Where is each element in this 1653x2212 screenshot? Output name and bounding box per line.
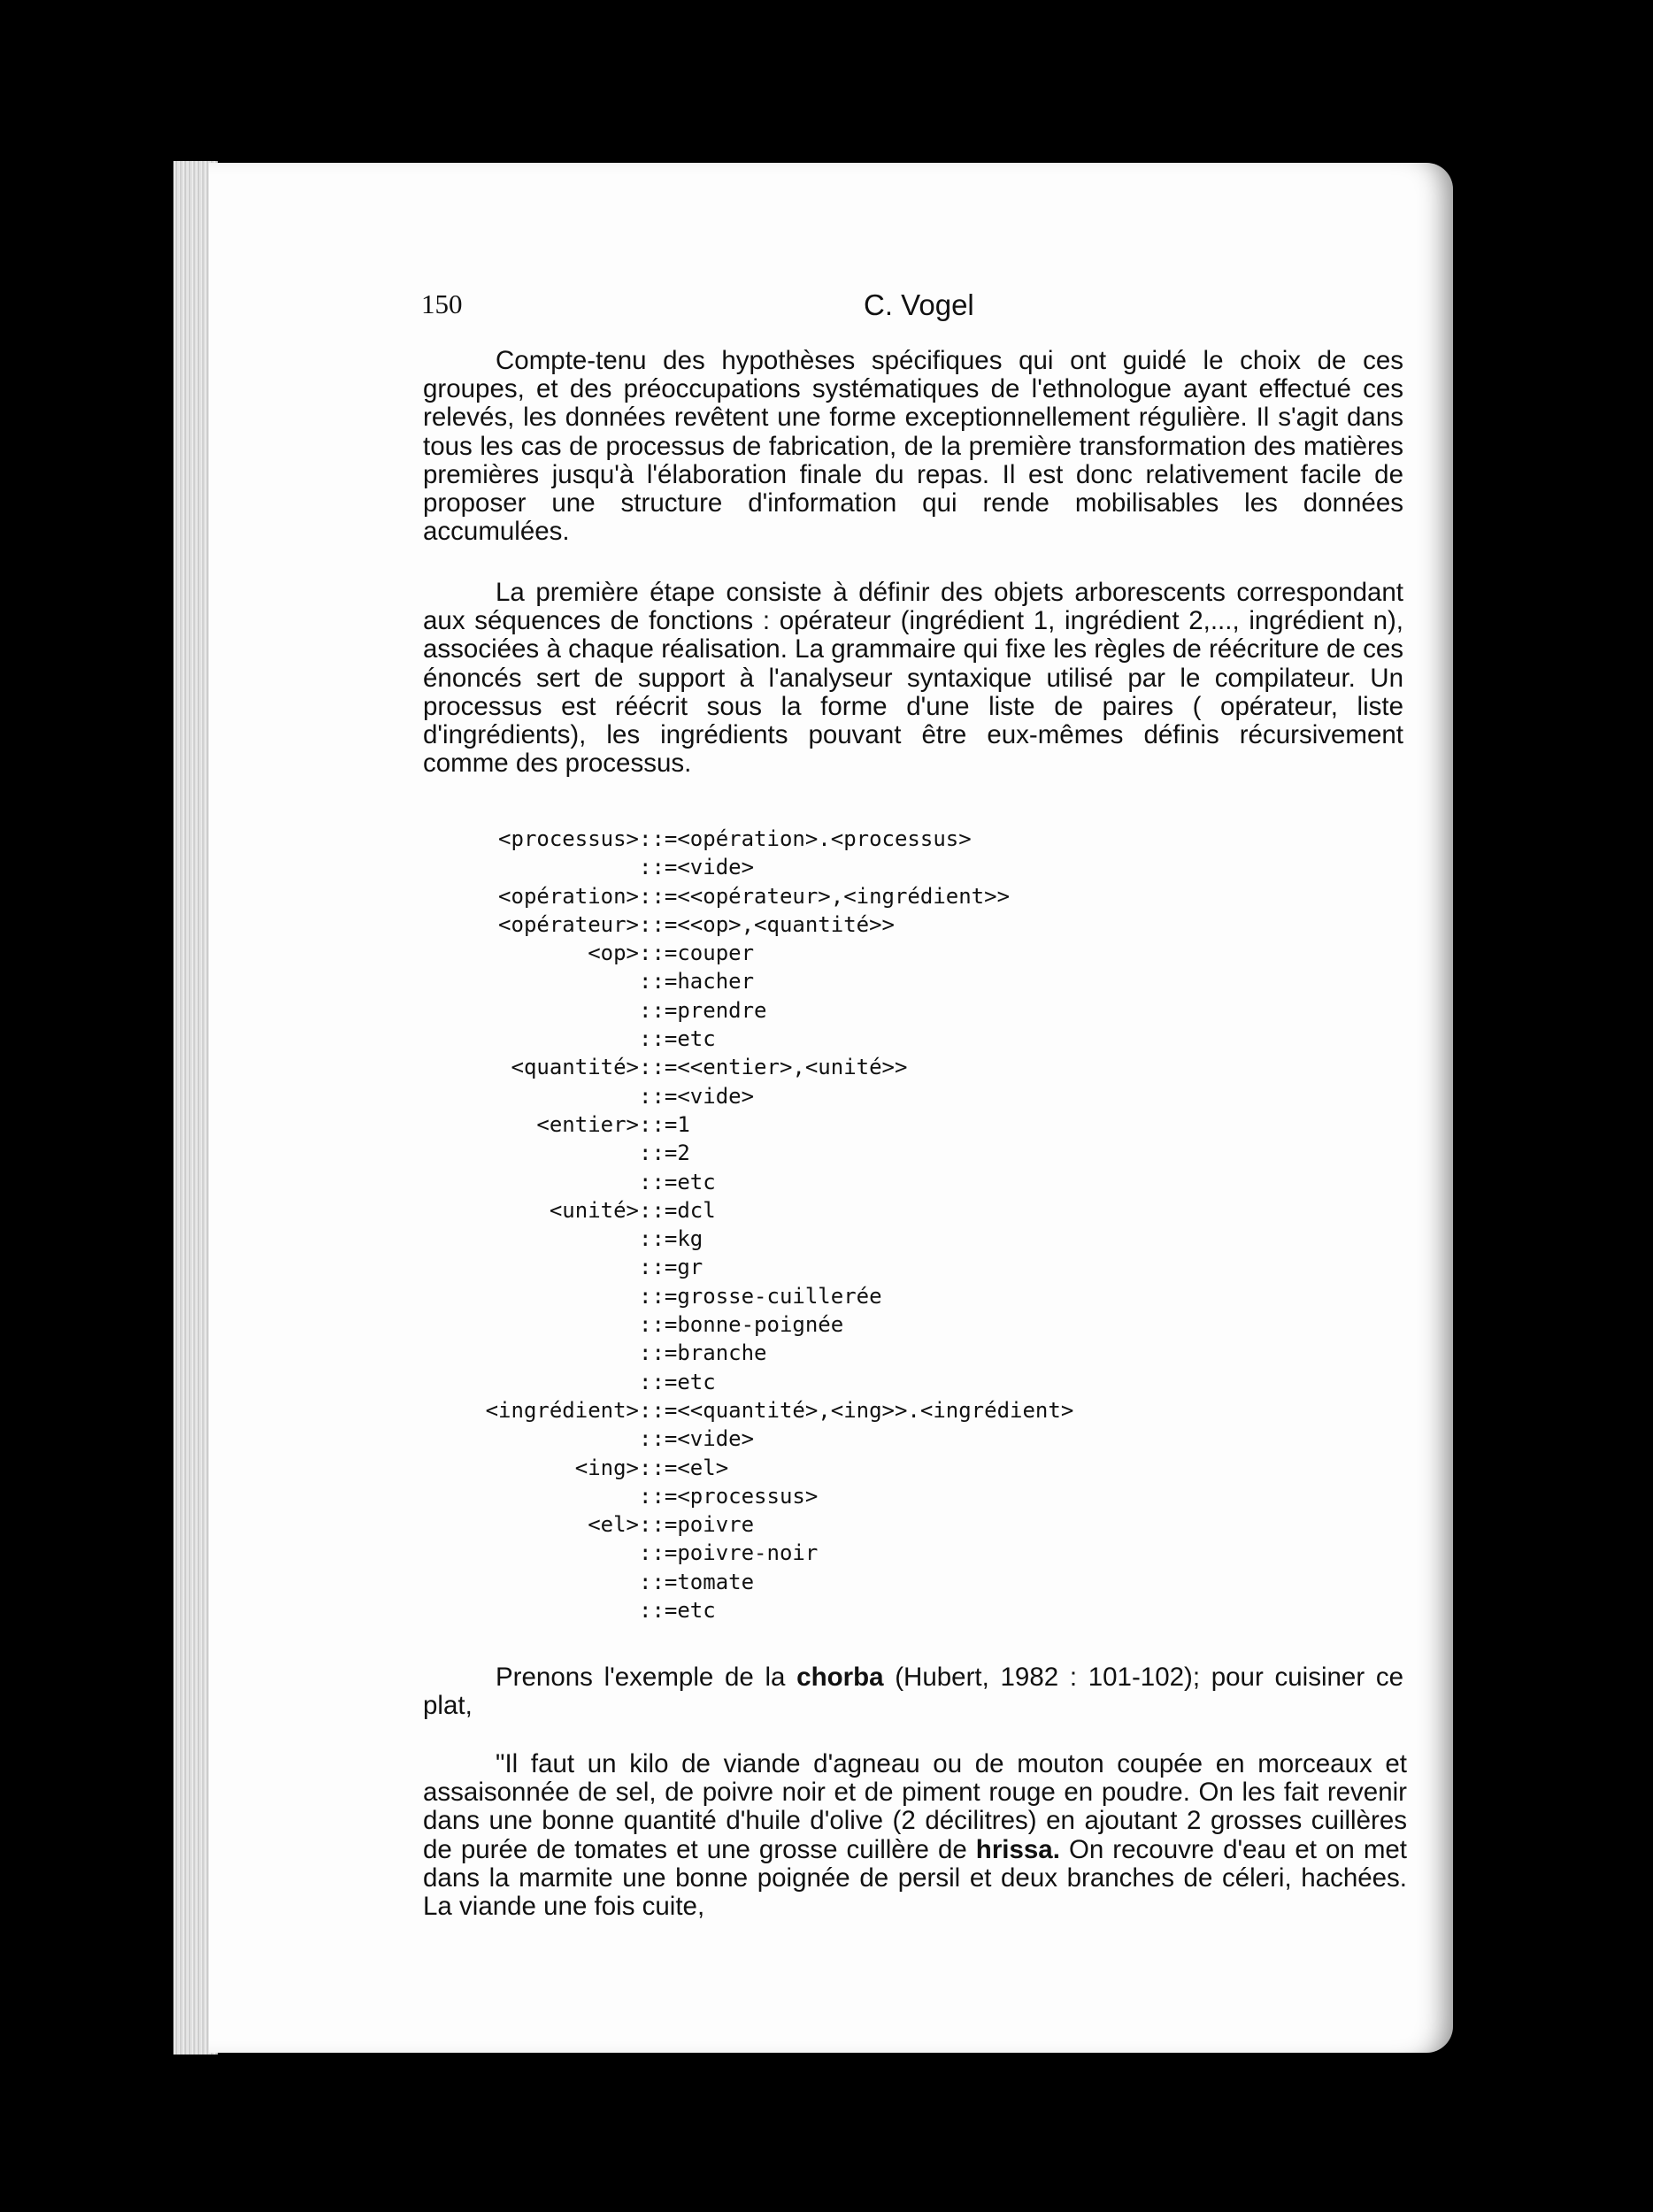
grammar-rule xyxy=(439,1310,1073,1339)
paragraph-2-text: La première étape consiste à définir des objets arborescents correspondant aux séquences de fonctions : opérateur (ingrédient 1, ingrédient 2,..., ingrédient n), associées à chaque réalisation. La grammaire qui fixe les règles de réécriture de ces énoncés sert de support à l'analyseur syntaxique utilisé par le compilateur. Un processus est réécrit sous la forme d'une liste de paires ( opérateur, liste d'ingrédients), les ingrédients pouvant être eux-mêmes définis récursivement comme des processus. xyxy=(423,578,1403,779)
dish-name-chorba: chorba xyxy=(796,1663,884,1692)
grammar-rule xyxy=(439,1168,1073,1196)
grammar-rule xyxy=(439,882,1073,910)
running-head: C. Vogel xyxy=(864,288,974,321)
grammar-rule xyxy=(439,1282,1073,1310)
grammar-rule-rhs: ::=etc xyxy=(639,1598,716,1624)
grammar-rule-rhs: ::=<vide> xyxy=(639,1426,755,1452)
grammar-rule xyxy=(439,1339,1073,1367)
grammar-rule xyxy=(439,1082,1073,1110)
grammar-rule-rhs: ::=grosse-cuillerée xyxy=(639,1283,882,1309)
grammar-rule xyxy=(439,910,1073,939)
grammar-rule-rhs: ::=etc xyxy=(639,1169,716,1194)
grammar-rule-rhs: ::=etc xyxy=(639,1369,716,1394)
grammar-rule xyxy=(439,1196,1073,1225)
grammar-rule xyxy=(439,1568,1073,1596)
grammar-rule xyxy=(439,853,1073,881)
grammar-rule-rhs: ::=<vide> xyxy=(639,1083,755,1109)
paragraph-3 xyxy=(423,1663,1403,1720)
grammar-rule xyxy=(439,1425,1073,1453)
grammar-rule xyxy=(439,996,1073,1025)
grammar-rule-rhs: ::=etc xyxy=(639,1026,716,1052)
grammar-rule-rhs: ::=<<op>,<quantité>> xyxy=(639,911,895,937)
grammar-rule-rhs: ::=<<quantité>,<ing>>.<ingrédient> xyxy=(639,1397,1074,1423)
grammar-rule-rhs: ::=tomate xyxy=(639,1569,755,1594)
grammar-rule-rhs: ::=2 xyxy=(639,1141,690,1166)
grammar-rule xyxy=(439,825,1073,853)
grammar-rule-lhs: <processus> xyxy=(498,826,639,851)
grammar-rule-rhs: ::=dcl xyxy=(639,1197,716,1223)
grammar-rule-rhs: ::=poivre-noir xyxy=(639,1540,819,1566)
grammar-rule xyxy=(439,1539,1073,1567)
grammar-rule xyxy=(439,1053,1073,1081)
grammar-rule-rhs: ::=<processus> xyxy=(639,1483,819,1509)
grammar-rule xyxy=(439,1482,1073,1510)
grammar-rule xyxy=(439,1596,1073,1624)
grammar-rule xyxy=(439,1253,1073,1281)
grammar-rule-lhs: <quantité> xyxy=(511,1055,639,1080)
grammar-rule-rhs: ::=branche xyxy=(639,1340,767,1366)
paragraph-1-text: Compte-tenu des hypothèses spécifiques qui ont guidé le choix de ces groupes, et des préoccupations systématiques de l'ethnologue ayant effectué ces relevés, les données revêtent une forme exceptionnellement régulière. Il s'agit dans tous les cas de processus de fabrication, de la première transformation des matières premières jusqu'à l'élaboration finale du repas. Il est donc relativement facile de proposer une structure d'information qui rende mobilisables les données accumulées. xyxy=(423,346,1403,547)
recipe-quote xyxy=(423,1750,1407,1921)
grammar-rule xyxy=(439,1139,1073,1167)
grammar-rule-rhs: ::=<<opérateur>,<ingrédient>> xyxy=(639,883,1011,909)
grammar-rule-rhs: ::=prendre xyxy=(639,997,767,1023)
grammar-rule-rhs: ::=gr xyxy=(639,1255,703,1280)
grammar-rule xyxy=(439,1368,1073,1396)
quote-text-after: On recouvre d'eau et on met dans la marmite une bonne poignée de persil et deux branches de céleri, hachées. La viande une fois cuite, xyxy=(423,1834,1407,1922)
grammar-rule xyxy=(439,1225,1073,1253)
ingredient-hrissa: hrissa. xyxy=(975,1834,1060,1864)
grammar-rule-rhs: ::=<el> xyxy=(639,1455,729,1480)
grammar-rule-rhs: ::=hacher xyxy=(639,969,755,995)
grammar-rule-lhs: <unité> xyxy=(549,1197,639,1223)
grammar-rule-lhs: <opération> xyxy=(498,883,639,909)
page-number: 150 xyxy=(421,288,463,319)
grammar-rule-lhs: <op> xyxy=(588,941,639,966)
paragraph-2 xyxy=(423,579,1403,778)
grammar-rule-rhs: ::=bonne-poignée xyxy=(639,1312,844,1338)
grammar-rule-lhs: <opérateur> xyxy=(498,911,639,937)
grammar-rule-rhs: ::=1 xyxy=(639,1111,690,1137)
grammar-rule xyxy=(439,1510,1073,1539)
grammar-rule-rhs: ::=<<entier>,<unité>> xyxy=(639,1055,908,1080)
paragraph-3-text-before: Prenons l'exemple de la xyxy=(496,1663,797,1692)
grammar-rule-lhs: <ingrédient> xyxy=(485,1397,639,1423)
grammar-rule-lhs: <el> xyxy=(588,1512,639,1538)
grammar-rule-rhs: ::=kg xyxy=(639,1226,703,1252)
grammar-rule-lhs: <entier> xyxy=(536,1111,639,1137)
grammar-rules xyxy=(439,825,1073,1624)
grammar-rule-rhs: ::=poivre xyxy=(639,1512,755,1538)
quote-text-before: "Il faut un kilo de viande d'agneau ou de mouton coupée en morceaux et assaisonnée de sel, de poivre noir et de piment rouge en poudre. On les fait revenir dans une bonne quantité d'huile d'olive (2 décilitres) en ajoutant 2 grosses cuillères de purée de tomates et une grosse cuillère de xyxy=(423,1749,1407,1864)
grammar-rule xyxy=(439,1454,1073,1482)
grammar-rule xyxy=(439,1110,1073,1139)
grammar-rule-rhs: ::=<opération>.<processus> xyxy=(639,826,972,851)
paragraph-1 xyxy=(423,347,1403,546)
grammar-rule xyxy=(439,939,1073,967)
grammar-rule-rhs: ::=couper xyxy=(639,941,755,966)
grammar-rule xyxy=(439,1396,1073,1425)
grammar-rule-rhs: ::=<vide> xyxy=(639,855,755,880)
grammar-rule-lhs: <ing> xyxy=(574,1455,639,1480)
paragraph-3-text-after: (Hubert, 1982 : 101-102); pour cuisiner ce plat, xyxy=(423,1663,1404,1721)
grammar-rule xyxy=(439,967,1073,995)
grammar-rule xyxy=(439,1025,1073,1053)
